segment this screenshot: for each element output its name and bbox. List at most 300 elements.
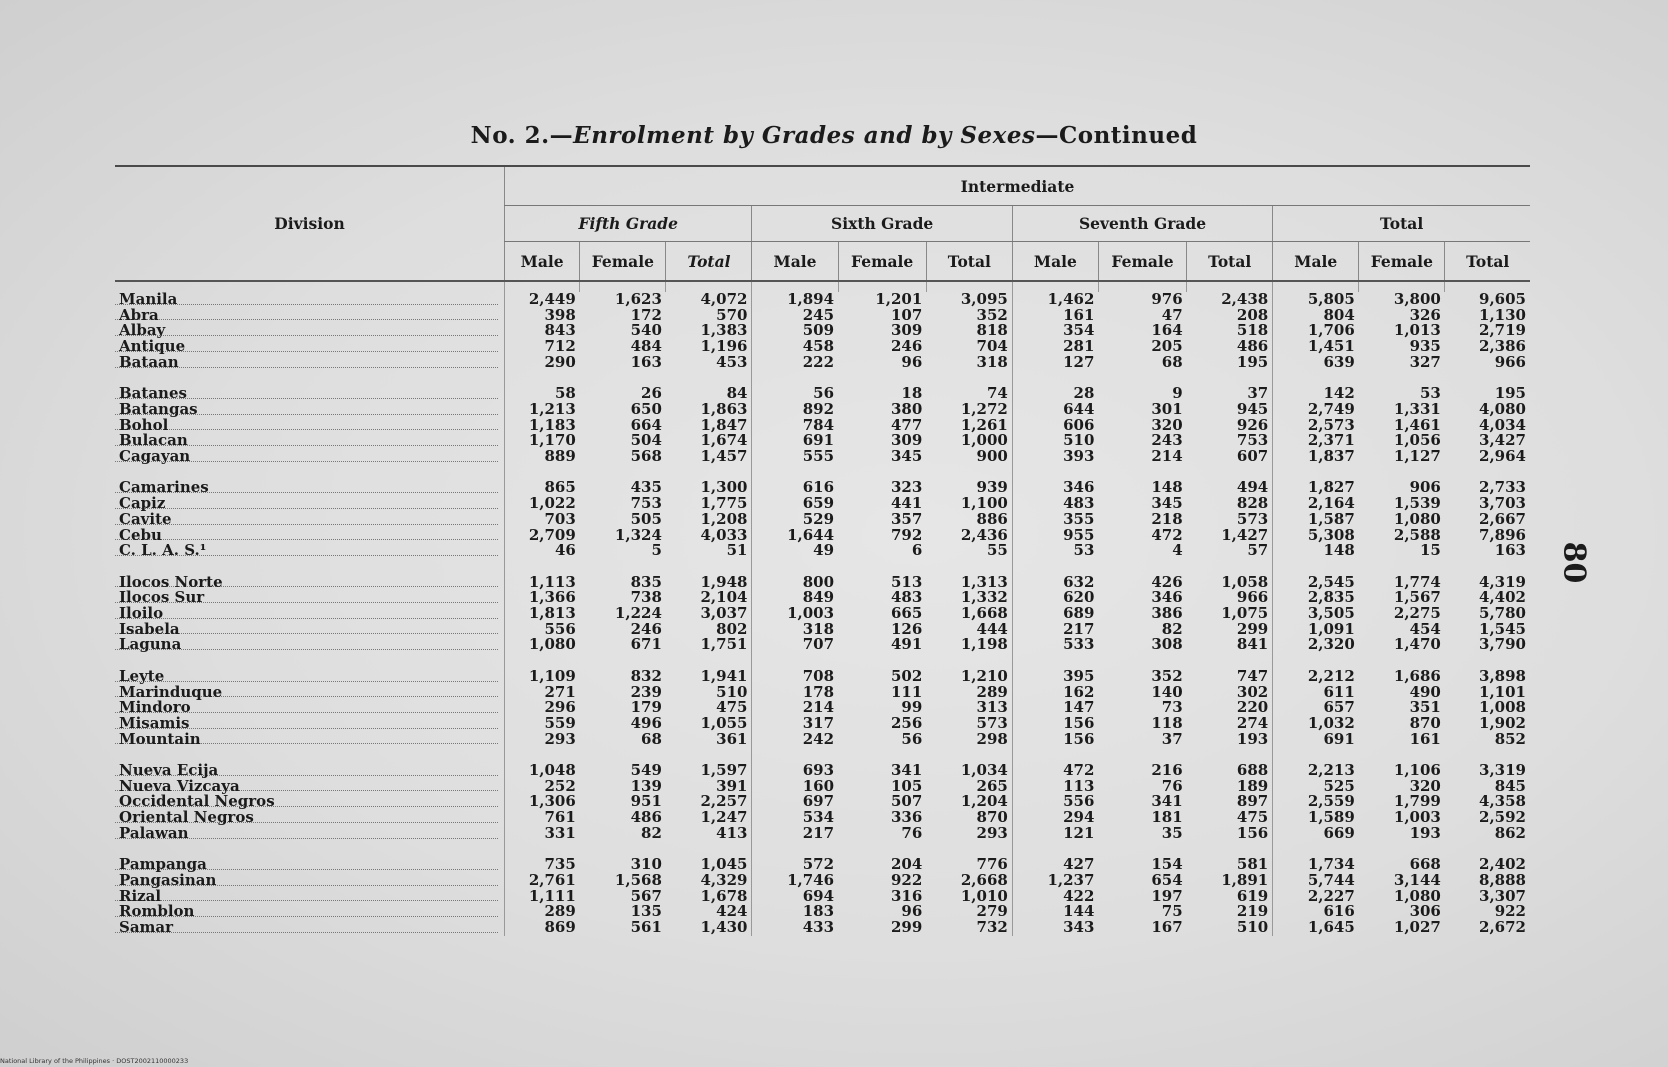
value-cell: 1,201 xyxy=(875,292,923,308)
value-cell: 486 xyxy=(1236,339,1269,355)
value-cell: 1,027 xyxy=(1393,920,1441,936)
division-name xyxy=(115,512,505,528)
spacer-cell xyxy=(666,559,752,575)
spacer-cell xyxy=(1359,559,1445,575)
value-cell: 606 xyxy=(1012,418,1098,434)
spacer-cell xyxy=(580,281,666,292)
value-cell: 504 xyxy=(630,433,662,450)
value-cell: 37 xyxy=(1247,386,1269,402)
value-cell: 343 xyxy=(1012,920,1098,936)
division-label: Abra xyxy=(119,307,159,324)
value-cell: 533 xyxy=(1012,637,1098,653)
division-name xyxy=(115,308,505,324)
division-label: Occidental Negros xyxy=(119,794,275,811)
value-cell: 483 xyxy=(1012,496,1098,512)
spacer-cell xyxy=(752,842,838,858)
division-label: Iloilo xyxy=(119,606,164,622)
value-cell: 2,733 xyxy=(1479,480,1526,497)
value-cell: 454 xyxy=(1409,621,1441,638)
group-header-total: Total xyxy=(1273,206,1530,242)
spacer-cell xyxy=(1012,842,1098,858)
spacer-cell xyxy=(1273,281,1359,292)
spacer-cell xyxy=(505,653,580,669)
value-cell: 2,964 xyxy=(1479,449,1526,465)
value-cell: 1,863 xyxy=(700,401,748,418)
value-cell: 57 xyxy=(1247,543,1269,559)
value-cell: 472 xyxy=(1012,763,1098,779)
value-cell: 502 xyxy=(890,668,923,685)
spacer-cell xyxy=(1273,842,1359,858)
spacer-cell xyxy=(580,559,666,575)
value-cell: 732 xyxy=(976,920,1008,936)
value-cell: 118 xyxy=(1151,715,1183,732)
spacer-cell xyxy=(1098,281,1186,292)
footer-credit: National Library of the Philippines · DOST2002110000233 xyxy=(0,1057,189,1065)
value-cell: 753 xyxy=(630,496,662,512)
division-name xyxy=(115,339,505,355)
value-cell: 53 xyxy=(1012,543,1098,559)
value-cell: 922 xyxy=(1494,904,1526,921)
value-cell: 214 xyxy=(752,700,838,716)
value-cell: 496 xyxy=(630,715,662,732)
value-cell: 341 xyxy=(1151,794,1183,811)
value-cell: 1,668 xyxy=(960,606,1008,622)
value-cell: 148 xyxy=(1273,543,1359,559)
value-cell: 395 xyxy=(1012,669,1098,685)
value-cell: 346 xyxy=(1012,480,1098,496)
spacer-cell xyxy=(580,653,666,669)
table-row xyxy=(115,339,1530,355)
spacer-cell xyxy=(505,371,580,387)
value-cell: 1,847 xyxy=(700,417,748,434)
value-cell: 293 xyxy=(976,825,1008,842)
value-cell: 167 xyxy=(1151,920,1183,936)
table-row xyxy=(115,622,1530,638)
title-italic: Enrolment by Grades and by Sexes xyxy=(573,122,1036,149)
division-label: Bataan xyxy=(119,354,179,371)
value-cell: 336 xyxy=(890,810,923,826)
value-cell: 219 xyxy=(1236,904,1269,921)
value-cell: 529 xyxy=(752,512,838,528)
value-cell: 2,672 xyxy=(1479,920,1526,936)
value-cell: 1,055 xyxy=(700,715,748,732)
spacer-cell xyxy=(1187,465,1273,481)
subheader-male: Male xyxy=(752,242,838,282)
value-cell: 832 xyxy=(630,668,662,685)
value-cell: 444 xyxy=(976,621,1008,638)
value-cell: 1,799 xyxy=(1393,794,1441,811)
spacer-cell xyxy=(838,465,926,481)
division-label: Bulacan xyxy=(119,433,188,450)
spacer-cell xyxy=(1012,747,1098,763)
division-label: Ilocos Norte xyxy=(119,574,223,591)
value-cell: 181 xyxy=(1151,810,1183,826)
page-number: 80 xyxy=(1556,541,1592,584)
spacer-cell xyxy=(505,465,580,481)
value-cell: 1,948 xyxy=(700,574,748,591)
value-cell: 483 xyxy=(890,590,923,607)
value-cell: 4,402 xyxy=(1479,590,1526,607)
value-cell: 161 xyxy=(1012,308,1098,324)
value-cell: 735 xyxy=(505,857,580,873)
value-cell: 2,275 xyxy=(1393,606,1441,622)
value-cell: 163 xyxy=(1494,543,1526,559)
division-name xyxy=(115,763,505,779)
table-row xyxy=(115,637,1530,653)
value-cell: 357 xyxy=(890,511,923,528)
spacer-cell xyxy=(1187,842,1273,858)
value-cell: 540 xyxy=(630,323,662,340)
leader-dots xyxy=(115,681,498,682)
value-cell: 76 xyxy=(901,825,923,842)
division-name xyxy=(115,543,505,559)
value-cell: 214 xyxy=(1151,449,1183,465)
value-cell: 835 xyxy=(630,574,662,591)
value-cell: 243 xyxy=(1151,433,1183,450)
value-cell: 7,896 xyxy=(1479,527,1526,544)
division-name xyxy=(115,889,505,905)
value-cell: 494 xyxy=(1236,480,1269,497)
table-row xyxy=(115,685,1530,701)
value-cell: 424 xyxy=(716,904,748,921)
spacer-cell xyxy=(505,281,580,292)
value-cell: 1,837 xyxy=(1273,449,1359,465)
value-cell: 82 xyxy=(1161,621,1183,638)
value-cell: 217 xyxy=(752,826,838,842)
value-cell: 1,774 xyxy=(1393,574,1441,591)
value-cell: 525 xyxy=(1273,779,1359,795)
value-cell: 391 xyxy=(716,778,748,795)
division-label: Misamis xyxy=(119,715,190,732)
group-spacer xyxy=(115,747,1530,763)
spacer-cell xyxy=(1098,465,1186,481)
value-cell: 9,605 xyxy=(1479,292,1526,308)
value-cell: 3,800 xyxy=(1393,292,1441,308)
spacer-cell xyxy=(115,747,505,763)
value-cell: 1,272 xyxy=(960,401,1008,418)
value-cell: 2,212 xyxy=(1273,669,1359,685)
spacer-cell xyxy=(752,371,838,387)
value-cell: 9 xyxy=(1172,386,1183,402)
spacer-cell xyxy=(666,371,752,387)
group-spacer xyxy=(115,842,1530,858)
spacer-cell xyxy=(1445,371,1530,387)
table-row xyxy=(115,528,1530,544)
value-cell: 800 xyxy=(752,575,838,591)
value-cell: 1,430 xyxy=(700,920,748,936)
spacer-cell xyxy=(666,281,752,292)
spacer-cell xyxy=(1359,281,1445,292)
value-cell: 2,559 xyxy=(1273,794,1359,810)
enrolment-table xyxy=(115,165,1530,936)
value-cell: 5,308 xyxy=(1273,528,1359,544)
spacer-cell xyxy=(1187,653,1273,669)
value-cell: 607 xyxy=(1236,449,1269,465)
value-cell: 1,080 xyxy=(505,637,580,653)
value-cell: 518 xyxy=(1236,323,1269,340)
value-cell: 3,703 xyxy=(1479,496,1526,512)
value-cell: 144 xyxy=(1012,904,1098,920)
value-cell: 341 xyxy=(890,763,923,779)
leader-dots xyxy=(115,900,498,901)
value-cell: 56 xyxy=(752,386,838,402)
value-cell: 140 xyxy=(1151,684,1183,701)
spacer-cell xyxy=(1187,281,1273,292)
value-cell: 193 xyxy=(1409,825,1441,842)
value-cell: 852 xyxy=(1494,731,1526,748)
value-cell: 1,196 xyxy=(700,339,748,355)
division-name xyxy=(115,826,505,842)
value-cell: 327 xyxy=(1409,354,1441,371)
value-cell: 707 xyxy=(752,637,838,653)
division-header: Division xyxy=(115,166,505,281)
spacer-cell xyxy=(1098,747,1186,763)
division-name xyxy=(115,779,505,795)
value-cell: 561 xyxy=(630,920,662,936)
subheader-male: Male xyxy=(1273,242,1359,282)
spacer-cell xyxy=(1012,371,1098,387)
value-cell: 1,545 xyxy=(1479,621,1526,638)
division-name xyxy=(115,669,505,685)
value-cell: 2,719 xyxy=(1479,323,1526,340)
value-cell: 1,045 xyxy=(700,857,748,873)
value-cell: 99 xyxy=(901,700,923,716)
spacer-cell xyxy=(580,465,666,481)
value-cell: 53 xyxy=(1420,386,1441,402)
value-cell: 4,319 xyxy=(1479,574,1526,591)
value-cell: 1,902 xyxy=(1479,715,1526,732)
value-cell: 697 xyxy=(752,794,838,810)
spacer-cell xyxy=(752,747,838,763)
value-cell: 753 xyxy=(1236,433,1269,450)
division-name xyxy=(115,386,505,402)
table-row xyxy=(115,904,1530,920)
spacer-cell xyxy=(1187,371,1273,387)
division-name xyxy=(115,622,505,638)
value-cell: 142 xyxy=(1273,386,1359,402)
value-cell: 475 xyxy=(716,700,748,716)
spacer-cell xyxy=(1273,747,1359,763)
division-label: Isabela xyxy=(119,621,180,638)
value-cell: 1,109 xyxy=(505,669,580,685)
value-cell: 922 xyxy=(890,872,923,889)
table-row xyxy=(115,763,1530,779)
spacer-cell xyxy=(666,465,752,481)
value-cell: 252 xyxy=(505,779,580,795)
value-cell: 1,597 xyxy=(700,763,748,779)
value-cell: 1,032 xyxy=(1273,716,1359,732)
spacer-cell xyxy=(1187,747,1273,763)
value-cell: 1,101 xyxy=(1479,684,1526,701)
value-cell: 567 xyxy=(630,888,662,905)
value-cell: 301 xyxy=(1151,401,1183,418)
value-cell: 849 xyxy=(752,590,838,606)
value-cell: 58 xyxy=(505,386,580,402)
value-cell: 657 xyxy=(1273,700,1359,716)
value-cell: 559 xyxy=(505,716,580,732)
value-cell: 2,835 xyxy=(1273,590,1359,606)
value-cell: 747 xyxy=(1236,668,1269,685)
value-cell: 906 xyxy=(1409,480,1441,497)
value-cell: 15 xyxy=(1420,543,1441,559)
value-cell: 843 xyxy=(505,323,580,339)
value-cell: 1,461 xyxy=(1393,417,1441,434)
value-cell: 870 xyxy=(976,810,1008,826)
value-cell: 326 xyxy=(1409,307,1441,324)
division-name xyxy=(115,449,505,465)
value-cell: 4,358 xyxy=(1479,794,1526,811)
value-cell: 5,805 xyxy=(1273,292,1359,308)
value-cell: 886 xyxy=(976,511,1008,528)
value-cell: 352 xyxy=(1151,668,1183,685)
group-spacer xyxy=(115,653,1530,669)
spacer-cell xyxy=(1187,559,1273,575)
value-cell: 926 xyxy=(1236,417,1269,434)
division-name xyxy=(115,685,505,701)
spacer-cell xyxy=(838,371,926,387)
spacer-cell xyxy=(1098,371,1186,387)
table-row xyxy=(115,779,1530,795)
value-cell: 1,183 xyxy=(505,418,580,434)
value-cell: 1,003 xyxy=(752,606,838,622)
value-cell: 1,080 xyxy=(1393,888,1441,905)
spacer-cell xyxy=(926,465,1012,481)
value-cell: 619 xyxy=(1236,888,1269,905)
value-cell: 279 xyxy=(976,904,1008,921)
table-row xyxy=(115,433,1530,449)
value-cell: 1,247 xyxy=(700,810,748,826)
value-cell: 862 xyxy=(1494,825,1526,842)
value-cell: 68 xyxy=(1161,354,1183,371)
division-name xyxy=(115,323,505,339)
value-cell: 5,780 xyxy=(1479,606,1526,622)
spacer-cell xyxy=(1273,653,1359,669)
value-cell: 573 xyxy=(1236,511,1269,528)
value-cell: 458 xyxy=(752,339,838,355)
spacer-cell xyxy=(115,653,505,669)
spacer-cell xyxy=(926,559,1012,575)
value-cell: 1,891 xyxy=(1221,872,1269,889)
value-cell: 892 xyxy=(752,402,838,418)
spacer-cell xyxy=(1273,371,1359,387)
value-cell: 1,170 xyxy=(505,433,580,449)
value-cell: 620 xyxy=(1012,590,1098,606)
value-cell: 689 xyxy=(1012,606,1098,622)
value-cell: 427 xyxy=(1012,857,1098,873)
value-cell: 352 xyxy=(976,307,1008,324)
value-cell: 49 xyxy=(752,543,838,559)
value-cell: 897 xyxy=(1236,794,1269,811)
value-cell: 4,034 xyxy=(1479,417,1526,434)
value-cell: 2,545 xyxy=(1273,575,1359,591)
value-cell: 955 xyxy=(1012,528,1098,544)
leader-dots xyxy=(115,508,498,509)
division-label: Laguna xyxy=(119,637,182,654)
value-cell: 1,674 xyxy=(700,433,748,450)
value-cell: 3,307 xyxy=(1479,888,1526,905)
value-cell: 172 xyxy=(630,307,662,324)
value-cell: 245 xyxy=(752,308,838,324)
value-cell: 1,678 xyxy=(700,888,748,905)
spacer-cell xyxy=(666,747,752,763)
spacer-cell xyxy=(1359,465,1445,481)
value-cell: 644 xyxy=(1012,402,1098,418)
value-cell: 1,451 xyxy=(1273,339,1359,355)
value-cell: 611 xyxy=(1273,685,1359,701)
spacer-cell xyxy=(580,371,666,387)
value-cell: 298 xyxy=(976,731,1008,748)
division-name xyxy=(115,528,505,544)
intermediate-header: Intermediate xyxy=(505,166,1531,206)
value-cell: 951 xyxy=(630,794,662,811)
value-cell: 616 xyxy=(752,480,838,496)
value-cell: 472 xyxy=(1151,527,1183,544)
value-cell: 1,457 xyxy=(700,449,748,465)
value-cell: 688 xyxy=(1236,763,1269,779)
value-cell: 1,470 xyxy=(1393,637,1441,654)
value-cell: 2,588 xyxy=(1393,527,1441,544)
value-cell: 1,324 xyxy=(614,527,662,544)
spacer-cell xyxy=(752,559,838,575)
spacer-cell xyxy=(1359,842,1445,858)
value-cell: 865 xyxy=(505,480,580,496)
subheader-female: Female xyxy=(838,242,926,282)
value-cell: 68 xyxy=(641,731,662,748)
value-cell: 555 xyxy=(752,449,838,465)
value-cell: 513 xyxy=(890,574,923,591)
value-cell: 2,164 xyxy=(1273,496,1359,512)
division-label: Oriental Negros xyxy=(119,810,254,826)
table-row xyxy=(115,606,1530,622)
value-cell: 490 xyxy=(1409,684,1441,701)
value-cell: 939 xyxy=(976,480,1008,497)
group-spacer xyxy=(115,465,1530,481)
leader-dots xyxy=(115,618,498,619)
value-cell: 4,072 xyxy=(700,292,748,308)
value-cell: 1,010 xyxy=(960,888,1008,905)
value-cell: 274 xyxy=(1236,715,1269,732)
spacer-cell xyxy=(666,842,752,858)
spacer-cell xyxy=(1445,842,1530,858)
spacer-cell xyxy=(1359,747,1445,763)
value-cell: 1,645 xyxy=(1273,920,1359,936)
spacer-cell xyxy=(926,371,1012,387)
group-spacer xyxy=(115,559,1530,575)
spacer-cell xyxy=(752,281,838,292)
value-cell: 665 xyxy=(890,606,923,622)
table-row xyxy=(115,496,1530,512)
table-row xyxy=(115,700,1530,716)
value-cell: 205 xyxy=(1151,339,1183,355)
division-name xyxy=(115,794,505,810)
spacer-cell xyxy=(752,653,838,669)
division-name xyxy=(115,496,505,512)
spacer-cell xyxy=(1445,281,1530,292)
table-row xyxy=(115,857,1530,873)
value-cell: 220 xyxy=(1236,700,1269,716)
value-cell: 309 xyxy=(890,433,923,450)
group-header-sixth: Sixth Grade xyxy=(752,206,1012,242)
division-label: Nueva Vizcaya xyxy=(119,778,240,795)
value-cell: 1,113 xyxy=(505,575,580,591)
value-cell: 179 xyxy=(630,700,662,716)
value-cell: 204 xyxy=(890,857,923,873)
value-cell: 664 xyxy=(630,417,662,434)
value-cell: 1,100 xyxy=(960,496,1008,512)
leader-dots xyxy=(115,429,498,430)
group-header-fifth: Fifth Grade xyxy=(505,206,752,242)
value-cell: 96 xyxy=(901,904,923,921)
